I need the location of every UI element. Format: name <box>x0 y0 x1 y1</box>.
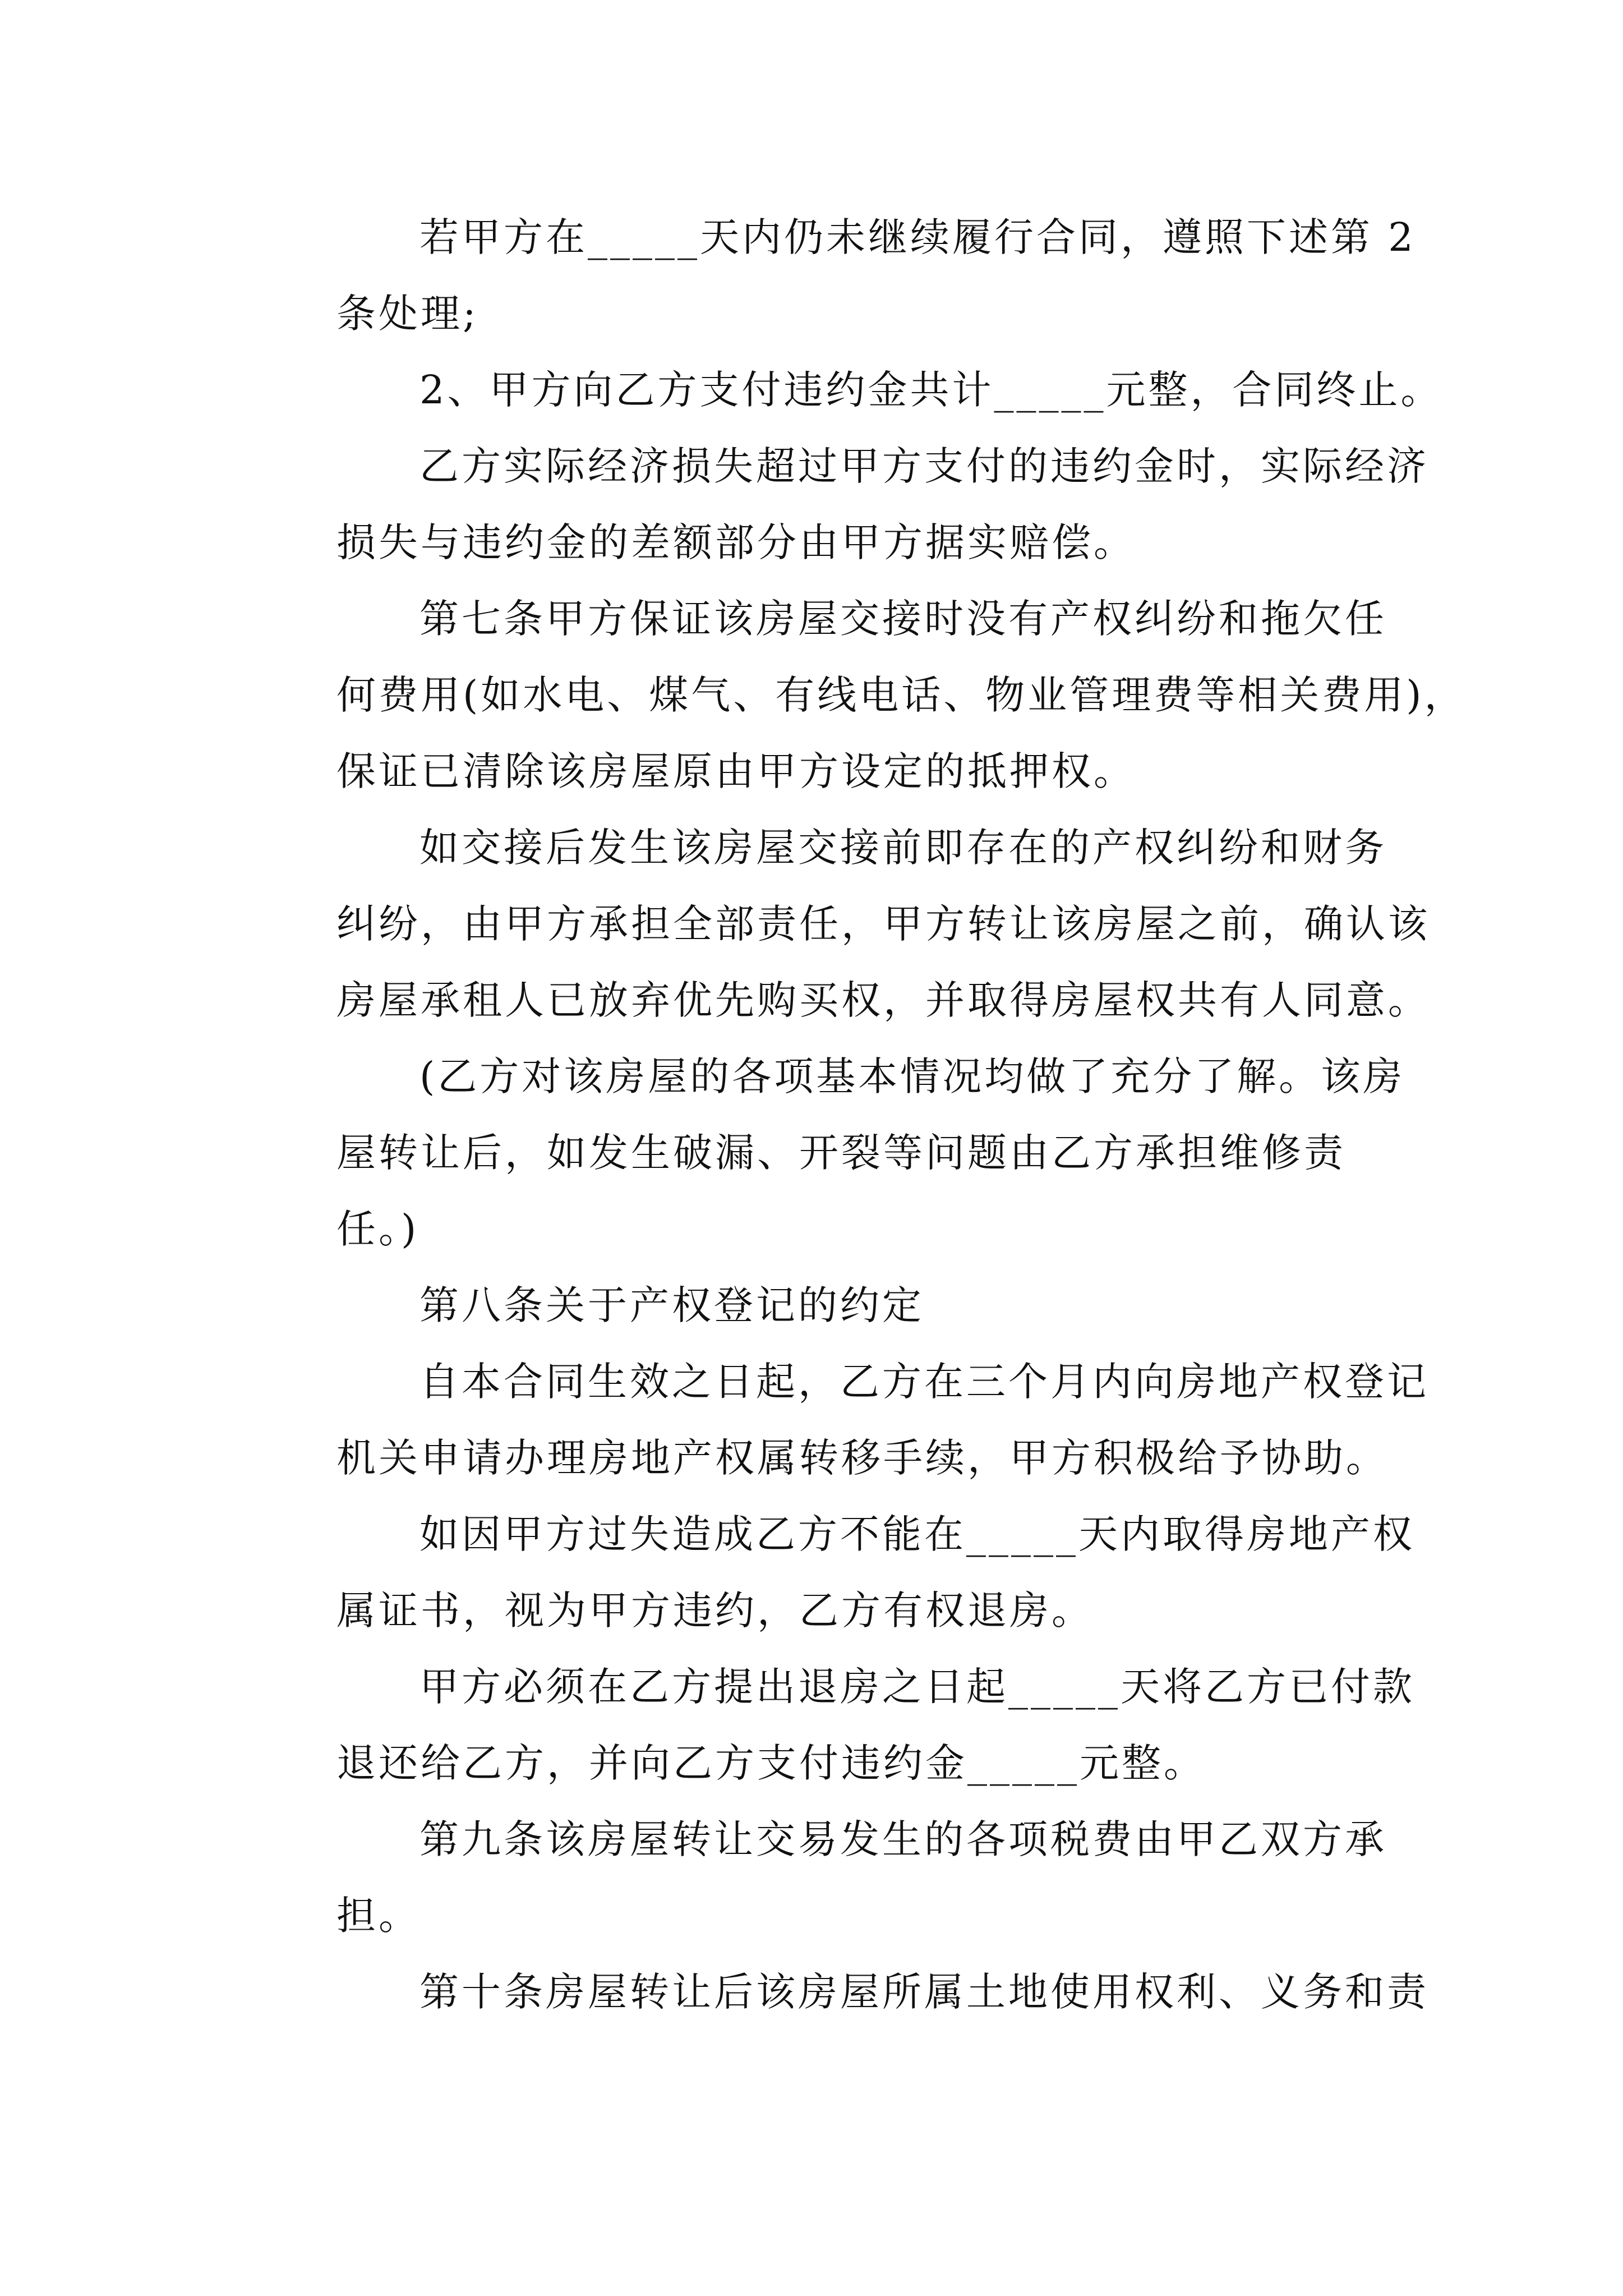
text-line: (乙方对该房屋的各项基本情况均做了充分了解。该房 <box>419 1053 1405 1099</box>
text-line: 任。) <box>336 1206 419 1252</box>
paragraph <box>253 581 1467 809</box>
text-line: 第九条该房屋转让交易发生的各项税费由甲乙双方承 <box>419 1816 1387 1862</box>
text-line: 退还给乙方，并向乙方支付违约金_____元整。 <box>336 1740 1206 1786</box>
text-line: 损失与违约金的差额部分由甲方据实赔偿。 <box>336 519 1136 565</box>
text-line: 如因甲方过失造成乙方不能在_____天内取得房地产权 <box>419 1511 1415 1557</box>
paragraph <box>253 1038 1405 1267</box>
text-line: 机关申请办理房地产权属转移手续，甲方积极给予协助。 <box>336 1435 1388 1481</box>
text-line: 如交接后发生该房屋交接前即存在的产权纠纷和财务 <box>419 825 1387 871</box>
paragraph <box>253 199 1416 352</box>
text-line: 担。 <box>336 1893 421 1939</box>
text-line: 纠纷，由甲方承担全部责任，甲方转让该房屋之前，确认该 <box>336 901 1430 947</box>
text-line: 甲方必须在乙方提出退房之日起_____天将乙方已付款 <box>419 1664 1415 1710</box>
document-body <box>253 199 1467 2030</box>
paragraph <box>253 352 1443 428</box>
paragraph <box>253 1343 1429 1496</box>
text-line: 乙方实际经济损失超过甲方支付的违约金时，实际经济 <box>419 443 1429 489</box>
text-line: 2、甲方向乙方支付违约金共计_____元整，合同终止。 <box>419 367 1443 413</box>
text-line: 自本合同生效之日起，乙方在三个月内向房地产权登记 <box>419 1359 1429 1405</box>
text-line: 若甲方在_____天内仍未继续履行合同，遵照下述第 2 <box>419 214 1416 260</box>
text-line: 房屋承租人已放弃优先购买权，并取得房屋权共有人同意。 <box>336 977 1430 1023</box>
paragraph <box>253 1496 1415 1649</box>
text-line: 属证书，视为甲方违约，乙方有权退房。 <box>336 1588 1094 1634</box>
text-line: 屋转让后，如发生破漏、开裂等问题由乙方承担维修责 <box>336 1130 1346 1176</box>
section-heading <box>253 1267 1392 1343</box>
text-line: 保证已清除该房屋原由甲方设定的抵押权。 <box>336 748 1136 794</box>
text-line: 条处理; <box>336 291 479 337</box>
text-line: 第八条关于产权登记的约定 <box>419 1282 924 1328</box>
paragraph <box>253 428 1429 581</box>
text-line: 第十条房屋转让后该房屋所属土地使用权利、义务和责 <box>419 1969 1429 2015</box>
paragraph <box>253 1801 1392 1954</box>
paragraph <box>253 1649 1415 1801</box>
paragraph <box>253 809 1430 1038</box>
text-line: 第七条甲方保证该房屋交接时没有产权纠纷和拖欠任 <box>419 596 1387 642</box>
paragraph <box>253 1954 1429 2030</box>
text-line: 何费用(如水电、煤气、有线电话、物业管理费等相关费用)， <box>336 672 1467 718</box>
